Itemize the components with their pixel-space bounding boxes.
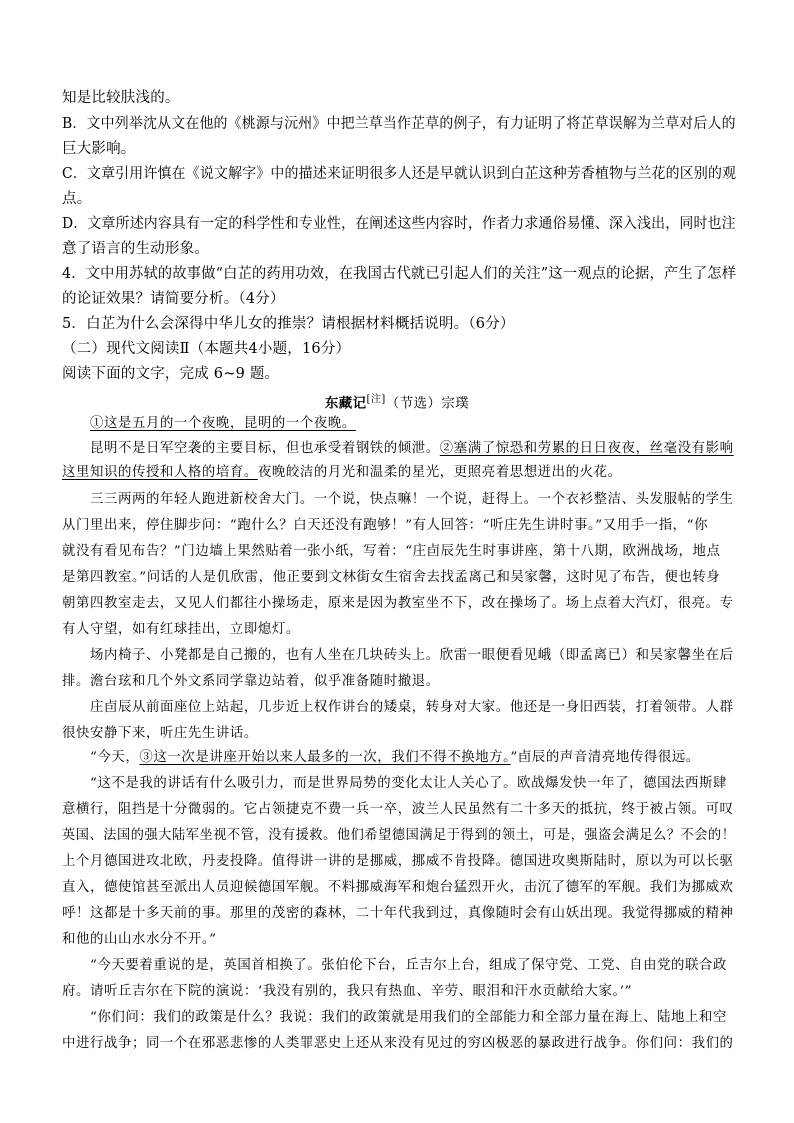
paragraph-2-line-2 [62,463,622,483]
paragraph-3-line: 是第四教室。”问话的人是仉欣雷，他正要到文林街女生宿舍去找孟离己和吴家馨，这时见了布告，便也转身 [62,570,721,585]
underlined-sentence-3: ③这一次是讲座开始以来人最多的一次，我们不得不换地方。 [139,750,511,765]
paragraph-3-line: 三三两两的年轻人跑进新校舍大门。一个说，快点嘛！一个说，赶得上。一个衣衫整洁、头发服帖的学生 [90,492,734,507]
paragraph-7-line: 意横行，阻挡是十分微弱的。它占领捷克不费一兵一卒，波兰人民虽然有二十多天的抵抗，终于被占领。可叹 [62,802,734,817]
section-heading: （二）现代文阅读Ⅱ（本题共4小题，16分） [62,341,351,357]
paragraph-7-line: 直入，德使馆甚至派出人员迎候德国军舰。不料挪威海军和炮台猛烈开火，击沉了德军的军舰。我们为挪威欢 [62,880,734,895]
paragraph-7-line: 英国、法国的强大陆军坐视不管，没有援救。他们希望德国满足于得到的领土，可是，强盗会满足么？不会的！ [62,828,736,843]
option-b-line-2: 巨大影响。 [62,141,136,157]
paragraph-2-line-1 [90,439,734,459]
option-d-line-1: D．文章所述内容具有一定的科学性和专业性，在阐述这些内容时，作者力求通俗易懂、深入浅出，同时也注 [62,216,736,232]
passage-title [0,390,794,411]
paragraph-7-line: “这不是我的讲话有什么吸引力，而是世界局势的变化太让人关心了。欧战爆发快一年了，德国法西斯肆 [90,776,728,791]
note-marker: [注] [366,394,386,405]
question-5: 5．白芷为什么会深得中华儿女的推崇？请根据材料概括说明。（6分） [62,316,515,332]
paragraph-9-line: “你们问：我们的政策是什么？我说：我们的政策就是用我们的全部能力和全部力量在海上、陆地上和空 [90,1010,728,1025]
paragraph-3-line: 有人守望，如有红球挂出，立即熄灯。 [62,622,300,637]
paragraph-9-line: 中进行战争；同一个在邪恶悲惨的人类罪恶史上还从来没有见过的穷凶极恶的暴政进行战争。你们问：我们的 [62,1036,734,1051]
paragraph-7-line: 呼！这都是十多天前的事。那里的茂密的森林，二十年代我到过，真像随时会有山妖出现。我觉得挪威的精神 [62,906,734,921]
passage-source: （节选）宗璞 [385,396,470,412]
paragraph-2-text-end: 夜晚皎洁的月光和温柔的星光，更照亮着思想迸出的火花。 [257,465,622,480]
paragraph-7-line: 和他的山山水水分不开。” [62,932,217,947]
paragraph-5-line: 庄卣辰从前面座位上站起，几步近上权作讲台的矮桌，转身对大家。他还是一身旧西装，打着领带。人群 [90,700,734,715]
paragraph-7-line: 上个月德国进攻北欧，丹麦投降。值得讲一讲的是挪威，挪威不肯投降。德国进攻奥斯陆时，原以为可以长驱 [62,854,734,869]
paragraph-6-text-end: ”卣辰的声音清亮地传得很远。 [510,750,700,765]
question-4-line-2: 的论证效果？请简要分析。（4分） [62,291,285,307]
reading-instruction: 阅读下面的文字，完成 6~9 题。 [62,366,280,382]
option-d-line-2: 意了语言的生动形象。 [62,241,209,257]
paragraph-6 [90,748,700,768]
passage-title-name: 东藏记 [324,395,367,412]
paragraph-8-line: “今天要着重说的是，英国首相换了。张伯伦下台，丘吉尔上台，组成了保守党、工党、自由党的联合政 [90,958,728,973]
paragraph-3-line: 就没有看见布告？”门边墙上果然贴着一张小纸，写着：“庄卣辰先生时事讲座，第十八期，欧洲战场，地点 [62,544,721,559]
underlined-sentence-2-cont: 这里知识的传授和人格的培育。 [62,465,258,480]
option-c-line-1: C．文章引用许慎在《说文解字》中的描述来证明很多人还是早就认识到白芷这种芳香植物与兰花的区别的观 [62,166,737,182]
option-c-line-2: 点。 [62,191,92,207]
paragraph-5-line: 很快安静下来，听庄先生讲话。 [62,726,258,741]
paragraph-4-line: 排。澹台玹和几个外文系同学靠边站着，似乎准备随时撤退。 [62,674,440,689]
question-4-line-1: 4．文中用苏轼的故事做“白芷的药用功效，在我国古代就已引起人们的关注”这一观点的论据，产生了怎样 [62,266,737,282]
underlined-sentence-2: ②塞满了惊恐和劳累的日日夜夜，丝毫没有影响 [439,441,734,456]
paragraph-8-line: 府。请听丘吉尔在下院的演说：‘我没有别的，我只有热血、辛劳、眼泪和汗水贡献给大家。’” [62,984,633,999]
text-line: 知是比较肤浅的。 [62,90,180,106]
option-b-line-1: B．文中列举沈从文在他的《桃源与沅州》中把兰草当作芷草的例子，有力证明了将芷草误解为兰草对后人的 [62,116,736,132]
paragraph-2-text: 昆明不是日军空袭的主要目标，但也承受着钢铁的倾泄。 [90,441,440,456]
underlined-sentence-1: ①这是五月的一个夜晚，昆明的一个夜晚。 [90,416,356,431]
paragraph-3-line: 朝第四教室走去，又见人们都往小操场走，原来是因为教室坐不下，改在操场了。场上点着大汽灯，很亮。专 [62,596,734,611]
paragraph-4-line: 场内椅子、小凳都是自己搬的，也有人坐在几块砖头上。欣雷一眼便看见峨（即孟离已）和吴家馨坐在后 [90,648,734,663]
paragraph-1 [90,414,356,434]
paragraph-6-text: “今天， [90,750,140,765]
paragraph-3-line: 从门里出来，停住脚步问：“跑什么？白天还没有跑够！”有人回答：“听庄先生讲时事。”又用手一指，“你 [62,518,709,533]
